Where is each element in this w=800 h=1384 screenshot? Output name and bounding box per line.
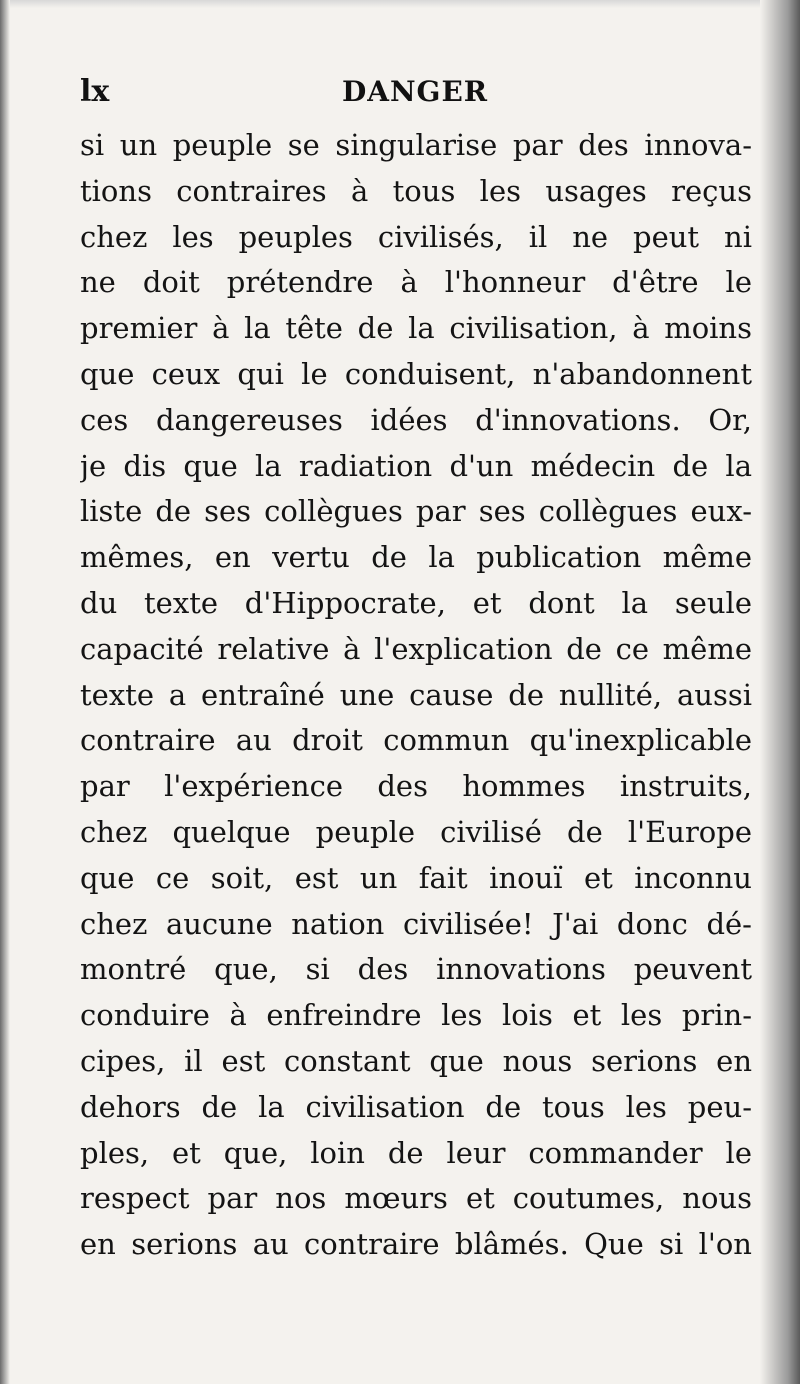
text-line: chez quelque peuple civilisé de l'Europe (80, 814, 752, 849)
text-line: ne doit prétendre à l'honneur d'être le (80, 265, 752, 300)
page-right-edge (760, 0, 800, 1384)
page-number: lx (80, 74, 110, 109)
page-left-edge (0, 0, 10, 1384)
text-line: capacité relative à l'explication de ce même (80, 631, 752, 666)
text-line: si un peuple se singularise par des innova- (80, 128, 752, 162)
text-line: que ceux qui le conduisent, n'abandonnent (80, 356, 752, 391)
text-line: contraire au droit commun qu'inexplicable (80, 723, 752, 758)
text-line: chez aucune nation civilisée! J'ai donc dé- (80, 906, 752, 941)
text-line: par l'expérience des hommes instruits, (80, 769, 752, 804)
text-line: chez les peuples civilisés, il ne peut ni (80, 219, 752, 254)
text-line: ples, et que, loin de leur commander le (80, 1135, 752, 1170)
page-header (80, 72, 750, 112)
text-line: du texte d'Hippocrate, et dont la seule (80, 585, 752, 620)
page-top-edge (0, 0, 800, 8)
text-line: je dis que la radiation d'un médecin de la (80, 448, 752, 483)
body-text (80, 123, 752, 1268)
text-line: que ce soit, est un fait inouï et inconnu (80, 860, 752, 895)
text-line: mêmes, en vertu de la publication même (80, 540, 752, 575)
text-line: dehors de la civilisation de tous les peu- (80, 1089, 752, 1124)
text-line: en serions au contraire blâmés. Que si l'on (80, 1227, 752, 1262)
text-line: ces dangereuses idées d'innovations. Or, (80, 402, 752, 437)
text-line: tions contraires à tous les usages reçus (80, 173, 752, 208)
text-line: texte a entraîné une cause de nullité, aussi (80, 677, 752, 712)
text-line: liste de ses collègues par ses collègues eux- (80, 494, 752, 529)
text-line: cipes, il est constant que nous serions en (80, 1043, 752, 1078)
running-head: DANGER (341, 75, 489, 108)
text-line: montré que, si des innovations peuvent (80, 952, 752, 987)
text-line: conduire à enfreindre les lois et les prin- (80, 998, 752, 1033)
text-line: respect par nos mœurs et coutumes, nous (80, 1181, 752, 1216)
text-line: premier à la tête de la civilisation, à moins (80, 311, 752, 346)
